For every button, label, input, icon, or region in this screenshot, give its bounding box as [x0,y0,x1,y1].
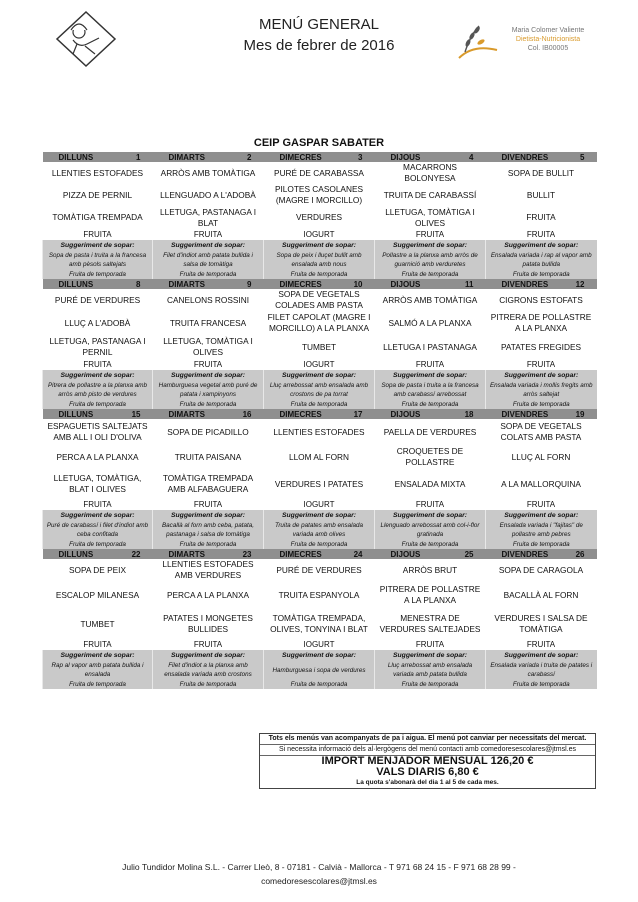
dinner-suggestion-row [43,520,597,540]
dish-cell: LLETUGA, PASTANAGA I PERNIL [49,336,146,357]
dish-cell: LLETUGA, TOMÀTIGA I OLIVES [163,336,253,357]
day-header [153,409,264,419]
dessert-row [43,229,597,240]
day-name: DIMECRES [279,152,322,162]
dish-cell: SOPA DE PEIX [68,564,127,575]
dinner-suggestion: Ensalada variada i rap al vapor amb patata bullida [486,250,597,270]
dinner-suggestion-label: Suggeriment de sopar: [43,370,153,380]
day-name: DIJOUS [390,152,421,162]
seasonal-fruit: Fruita de temporada [486,540,597,549]
dinner-suggestion: Filet d'indiot amb patata bullida i salsa de tomàtiga [153,250,264,270]
dessert-cell: FRUITA [83,500,112,509]
day-date: 16 [242,409,252,419]
dish-cell: CANELONS ROSSINI [166,294,250,305]
seasonal-fruit: Fruita de temporada [264,680,375,689]
seasonal-fruit: Fruita de temporada [153,540,264,549]
day-date: 8 [136,279,141,289]
seasonal-fruit: Fruita de temporada [486,270,597,279]
day-date: 11 [465,279,474,289]
day-header [486,549,597,559]
dish-cell: MACARRONS BOLONYESA [403,162,457,183]
notes-box [259,733,596,789]
seasonal-fruit: Fruita de temporada [153,270,264,279]
dinner-suggestion-label: Suggeriment de sopar: [43,650,153,660]
day-header [153,549,264,559]
dish-cell: SALMÓ A LA PLANXA [388,317,472,328]
dish-cell: LLENTIES ESTOFADES AMB VERDURES [162,559,254,580]
day-header [43,409,153,419]
seasonal-fruit: Fruita de temporada [375,680,486,689]
day-name: DILLUNS [58,152,94,162]
day-header-row [43,549,597,559]
dinner-suggestion: Ensalada variada i truita de patates i carabassí [486,660,597,680]
brand-name: Maria Colomer Valiente [511,27,585,34]
dish-cell: LLENGUADO A L'ADOBÀ [160,189,256,200]
day-header-row [43,409,597,419]
day-header [486,152,597,162]
dish-cell: TOMÀTIGA TREMPADA [52,212,143,222]
menu-title: MENÚ GENERAL [258,16,380,33]
notes-bread-water: Tots els menús van acompanyats de pa i aigua. El menú pot canviar per necessitats del mercat. [260,734,595,745]
dish-cell: VERDURES I PATATES [274,478,364,489]
dessert-cell: FRUITA [415,640,445,649]
dish-cell: BACALLÀ AL FORN [503,589,579,600]
seasonal-fruit: Fruita de temporada [264,270,375,279]
day-name: DIMECRES [279,279,322,289]
day-date: 4 [469,152,474,162]
dessert-cell: FRUITA [83,640,112,649]
day-header [375,409,486,419]
dish-cell: LLOM AL FORN [288,451,350,462]
dish-row [43,206,597,229]
dish-cell: PURÉ DE VERDURES [276,564,362,575]
dish-cell: PIZZA DE PERNIL [62,189,133,200]
day-date: 23 [242,549,252,559]
day-name: DIMARTS [168,279,205,289]
day-header [153,152,264,162]
dinner-suggestion-label: Suggeriment de sopar: [486,650,597,660]
dish-cell: TRUITA DE CARABASSÍ [383,189,477,200]
dish-cell: SOPA DE CARAGOLA [498,564,584,575]
dietitian-brand [503,26,593,53]
brand-role: Dietista-Nutricionista [515,36,581,43]
dish-cell: MENESTRA DE VERDURES SALTEJADES [379,613,481,634]
day-name: DIJOUS [390,279,421,289]
dish-cell: PATATES FREGIDES [500,341,582,352]
dinner-suggestion-label: Suggeriment de sopar: [153,370,264,380]
dish-cell: PATATES I MONGETES BULLIDES [163,613,253,634]
dinner-suggestion: Ensalada variada i "fajitas" de pollastre amb pebres [486,520,597,540]
seasonal-fruit-row [43,540,597,549]
dinner-suggestion: Llenguado arrebossat amb col-i-flor gratinada [375,520,486,540]
day-name: DIMECRES [279,409,322,419]
seasonal-fruit: Fruita de temporada [43,270,153,279]
day-date: 22 [131,549,141,559]
dish-cell: ARRÒS BRUT [402,564,458,575]
dish-cell: PERCA A LA PLANXA [166,589,250,600]
dessert-cell: FRUITA [83,230,112,239]
dinner-suggestion-label: Suggeriment de sopar: [486,370,597,380]
day-name: DIVENDRES [501,549,549,559]
dish-cell: PERCA A LA PLANXA [56,451,139,462]
day-date: 1 [136,152,141,162]
dish-cell: CROQUETES DE POLLASTRE [396,446,464,467]
wheat-logo [455,22,499,62]
dish-cell: PURÉ DE CARABASSA [274,167,364,178]
dessert-cell: IOGURT [303,640,335,649]
dish-cell: LLETUGA, PASTANAGA I BLAT [159,206,257,228]
day-name: DIMARTS [168,152,205,162]
day-name: DIJOUS [390,549,421,559]
day-date: 5 [580,152,585,162]
day-name: DIVENDRES [501,409,549,419]
dessert-cell: FRUITA [193,640,223,649]
dessert-cell: IOGURT [303,500,335,509]
dish-cell: FRUITA [526,212,556,222]
dinner-suggestion: Rap al vapor amb patata bullida i ensalada [43,660,153,680]
menu-table [42,152,597,689]
dessert-cell: IOGURT [303,360,335,369]
dinner-suggestion: Sopa de pasta i truita a la francesa amb pèsols saltejats [43,250,153,270]
day-date: 9 [247,279,252,289]
dish-cell: A LA MALLORQUINA [501,478,581,489]
dinner-suggestion-label: Suggeriment de sopar: [43,240,153,250]
dish-cell: TOMÀTIGA TREMPADA, OLIVES, TONYINA I BLAT [270,613,368,634]
dish-cell: CIGRONS ESTOFATS [499,294,583,305]
dinner-suggestion: Puré de carabassí i filet d'indiot amb ceba confitada [43,520,153,540]
dish-cell: LLENTIES ESTOFADES [273,426,365,437]
seasonal-fruit: Fruita de temporada [375,540,486,549]
day-date: 3 [358,152,363,162]
dinner-suggestion: Sopa de peix i lluçet bullit amb ensalada amb nous [264,250,375,270]
dinner-suggestion: Sopa de pasta i truita a la francesa amb carabassí arrebossat [375,380,486,400]
dish-cell: PITRERA DE POLLASTRE A LA PLANXA [490,312,592,333]
dessert-cell: FRUITA [193,360,223,369]
day-name: DILLUNS [58,549,94,559]
dish-row [43,559,597,581]
dessert-row [43,499,597,510]
dinner-suggestion-label: Suggeriment de sopar: [264,510,375,520]
dinner-suggestion-row [43,660,597,680]
day-name: DILLUNS [58,279,94,289]
menu-subtitle: Mes de febrer de 2016 [243,37,395,54]
day-header [486,409,597,419]
day-date: 2 [247,152,252,162]
dish-row [43,445,597,469]
dessert-cell: FRUITA [415,360,445,369]
dish-row [43,419,597,445]
dish-cell: TUMBET [80,618,115,629]
seasonal-fruit: Fruita de temporada [375,400,486,409]
dinner-suggestion-label: Suggeriment de sopar: [486,240,597,250]
dish-cell: ARRÒS AMB TOMÀTIGA [382,294,478,305]
day-header [264,279,375,289]
dinner-suggestion-label: Suggeriment de sopar: [486,510,597,520]
seasonal-fruit: Fruita de temporada [486,400,597,409]
day-name: DIMARTS [168,409,205,419]
brand-registration: Col. IB00005 [527,45,569,52]
dessert-cell: FRUITA [193,230,223,239]
day-header [264,549,375,559]
seasonal-fruit: Fruita de temporada [264,400,375,409]
dish-cell: PAELLA DE VERDURES [383,426,477,437]
dish-row [43,311,597,335]
seasonal-fruit-row [43,680,597,689]
day-name: DIMARTS [168,549,205,559]
dinner-suggestion: Bacallà al forn amb ceba, patata, pastanaga i salsa de tomàtiga [153,520,264,540]
dinner-suggestion-label: Suggeriment de sopar: [375,240,486,250]
dinner-suggestion: Hamburguesa vegetal amb puré de patata i xampinyons [153,380,264,400]
seasonal-fruit: Fruita de temporada [375,270,486,279]
dinner-suggestion-label: Suggeriment de sopar: [375,650,486,660]
dish-cell: VERDURES [295,212,343,222]
seasonal-fruit: Fruita de temporada [153,680,264,689]
dish-cell: LLETUGA I PASTANAGA [383,341,477,352]
monthly-price: IMPORT MENJADOR MENSUAL 126,20 € [321,755,534,767]
day-name: DIJOUS [390,409,421,419]
day-header [43,279,153,289]
dessert-cell: FRUITA [83,360,112,369]
dish-cell: TRUITA PAISANA [174,451,242,462]
dish-cell: PURÉ DE VERDURES [54,294,141,305]
school-name: CEIP GASPAR SABATER [253,137,385,149]
dessert-cell: FRUITA [526,640,556,649]
dish-cell: TUMBET [301,341,337,352]
day-date: 19 [575,409,585,419]
day-header [375,549,486,559]
dinner-suggestion: Hamburguesa i sopa de verdures [264,660,375,680]
day-header [153,279,264,289]
dish-cell: TOMÀTIGA TREMPADA AMB ALFABAGUERA [162,473,254,494]
dinner-suggestion: Truita de patates amb ensalada variada amb olives [264,520,375,540]
dinner-suggestion-label-row [43,650,597,660]
dessert-cell: FRUITA [415,230,445,239]
seasonal-fruit: Fruita de temporada [43,540,153,549]
dish-cell: TRUITA ESPANYOLA [278,589,360,600]
dish-cell: SOPA DE BULLIT [507,167,575,178]
dish-cell: LLETUGA, TOMÀTIGA I OLIVES [385,206,475,228]
daily-price: VALS DIARIS 6,80 € [376,766,479,778]
dish-cell: SOPA DE PICADILLO [167,426,249,437]
dish-cell: ARRÒS AMB TOMÀTIGA [160,167,256,178]
day-header [486,279,597,289]
dinner-suggestion-label: Suggeriment de sopar: [153,650,264,660]
dish-cell: PILOTES CASOLANES (MAGRE I MORCILLO) [274,184,364,205]
dessert-cell: FRUITA [526,500,556,509]
dinner-suggestion: Pollastre a la planxa amb arròs de guarnició amb verduretes [375,250,486,270]
day-header [375,152,486,162]
dish-cell: LLUÇ AL FORN [511,451,571,462]
dessert-cell: FRUITA [526,230,556,239]
dish-row [43,184,597,206]
notes-allergens: Si necessita informació dels al·lergògens del menú contacti amb comedoresescolares@jtmsl.es [260,745,595,756]
dish-cell: LLENTIES ESTOFADES [51,167,144,178]
dish-cell: ESPAGUETIS SALTEJATS AMB ALL I OLI D'OLIVA [47,421,148,442]
footer-address: Julio Tundidor Molina S.L. - Carrer Lleò, 8 - 07181 - Calvià - Mallorca - T 971 68 24 15 - F 971 68 28 99 - [122,862,516,872]
seasonal-fruit-row [43,400,597,409]
dish-cell: ENSALADA MIXTA [394,478,466,489]
day-header [43,549,153,559]
dish-cell: SOPA DE VEGETALS COLATS AMB PASTA [500,421,582,442]
dish-cell: BULLIT [526,189,556,200]
dish-row [43,581,597,609]
dinner-suggestion-label: Suggeriment de sopar: [153,510,264,520]
dish-row [43,609,597,639]
day-name: DIVENDRES [501,152,549,162]
dinner-suggestion-label: Suggeriment de sopar: [375,370,486,380]
seasonal-fruit: Fruita de temporada [43,680,153,689]
dinner-suggestion-label: Suggeriment de sopar: [264,370,375,380]
seasonal-fruit: Fruita de temporada [486,680,597,689]
dinner-suggestion-label: Suggeriment de sopar: [153,240,264,250]
dish-cell: TRUITA FRANCESA [169,317,247,328]
dinner-suggestion: Filet d'indiot a la planxa amb ensalada variada amb crostons [153,660,264,680]
dinner-suggestion: Pitrera de pollastre a la planxa amb arròs amb pisto de verdures [43,380,153,400]
day-date: 25 [464,549,474,559]
day-header [264,152,375,162]
dish-cell: PITRERA DE POLLASTRE A LA PLANXA [379,584,481,605]
dinner-suggestion-label: Suggeriment de sopar: [264,650,375,660]
quota-note: La quota s'abonarà del dia 1 al 5 de cada mes. [356,779,499,786]
day-date: 26 [575,549,585,559]
dessert-cell: FRUITA [415,500,445,509]
day-date: 15 [131,409,141,419]
dish-row [43,289,597,311]
day-header [264,409,375,419]
dinner-suggestion: Lluç arrebossat amb ensalada variada amb patata bullida [375,660,486,680]
dinner-suggestion-row [43,380,597,400]
dish-row [43,335,597,359]
seasonal-fruit: Fruita de temporada [264,540,375,549]
day-date: 10 [353,279,363,289]
dinner-suggestion-label-row [43,370,597,380]
seasonal-fruit-row [43,270,597,279]
dessert-cell: FRUITA [526,360,556,369]
day-date: 18 [464,409,474,419]
dish-cell: VERDURES I SALSA DE TOMÀTIGA [494,613,588,634]
seasonal-fruit: Fruita de temporada [153,400,264,409]
day-name: DILLUNS [58,409,94,419]
dessert-row [43,359,597,370]
dish-row [43,469,597,499]
dinner-suggestion-label: Suggeriment de sopar: [375,510,486,520]
footer-email: comedoresescolares@jtmsl.es [261,876,377,886]
dinner-suggestion-row [43,250,597,270]
day-header [43,152,153,162]
dinner-suggestion: Lluç arrebossat amb ensalada amb crostons de pa torrat [264,380,375,400]
day-name: DIVENDRES [501,279,549,289]
day-name: DIMECRES [279,549,322,559]
day-header [375,279,486,289]
day-header-row [43,279,597,289]
dinner-suggestion: Ensalada variada i mollis fregits amb arròs saltejat [486,380,597,400]
dessert-row [43,639,597,650]
dish-cell: LLUÇ A L'ADOBÀ [64,317,131,328]
dish-cell: ESCALOP MILANESA [55,589,140,600]
seasonal-fruit: Fruita de temporada [43,400,153,409]
dinner-suggestion-label-row [43,510,597,520]
day-date: 24 [353,549,363,559]
dinner-suggestion-label-row [43,240,597,250]
dessert-cell: FRUITA [193,500,223,509]
dish-row [43,162,597,184]
dinner-suggestion-label: Suggeriment de sopar: [43,510,153,520]
dinner-suggestion-label: Suggeriment de sopar: [264,240,375,250]
day-date: 17 [353,409,363,419]
dessert-cell: IOGURT [303,230,335,239]
day-header-row [43,152,597,162]
dish-cell: SOPA DE VEGETALS COLADES AMB PASTA [275,289,363,310]
dish-cell: FILET CAPOLAT (MAGRE I MORCILLO) A LA PLANXA [267,312,371,333]
day-date: 12 [575,279,585,289]
dish-cell: LLETUGA, TOMÀTIGA, BLAT I OLIVES [53,473,142,494]
